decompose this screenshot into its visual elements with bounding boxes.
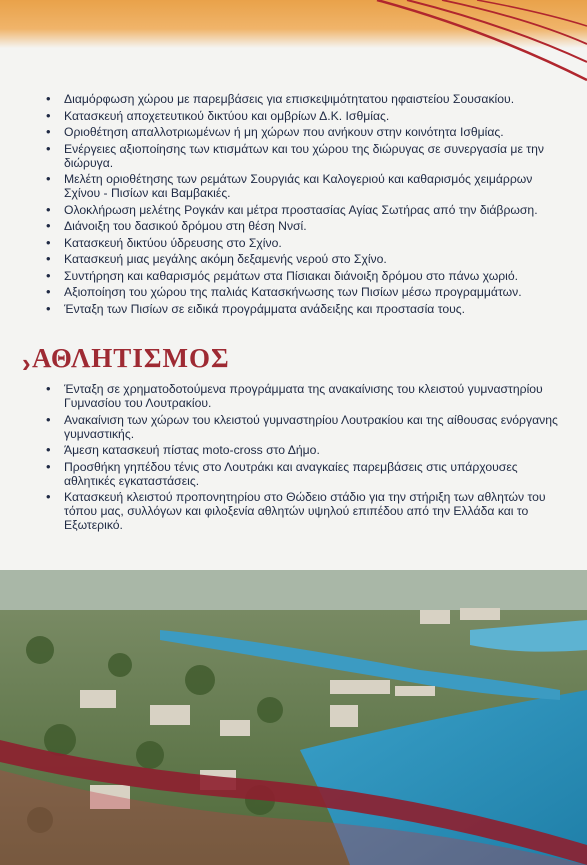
list-item: • Κατασκευή δικτύου ύδρευσης στο Σχίνο. <box>40 236 565 250</box>
list-item: • Ένταξη των Πισίων σε ειδικά προγράμματα ανάδειξης και προστασία τους. <box>40 302 565 316</box>
list-item: • Συντήρηση και καθαρισμός ρεμάτων στα Πίσιακαι διάνοιξη δρόμου στο πάνω χωριό. <box>40 269 565 283</box>
list-item: • Κατασκευή αποχετευτικού δικτύου και ομβρίων Δ.Κ. Ισθμίας. <box>40 109 565 123</box>
list-item: • Κατασκευή κλειστού προπονητηρίου στο Θώδειο στάδιο για την στήριξη των αθλητών του τόπου μας, συλλόγων και φιλοξενία αθλητών υψηλού επιπέδου από την Ελλάδα και το Εξωτερικό. <box>40 490 565 532</box>
decorative-red-arcs <box>367 0 587 90</box>
list-item: • Μελέτη οριοθέτησης των ρεμάτων Σουργιάς και Καλογεριού και καθαρισμός χειμάρρων Σχίνου - Πισίων και Βαμβακιές. <box>40 172 565 200</box>
list-item: • Κατασκευή μιας μεγάλης ακόμη δεξαμενής νερού στο Σχίνο. <box>40 252 565 266</box>
list-item: • Ένταξη σε χρηματοδοτούμενα προγράμματα της ανακαίνισης του κλειστού γυμναστηρίου Γυμνασίου του Λουτρακίου. <box>40 382 565 410</box>
list-item: • Προσθήκη γηπέδου τένις στο Λουτράκι και αναγκαίες παρεμβάσεις στις υπάρχουσες αθλητικές εγκαταστάσεις. <box>40 460 565 488</box>
list-item: • Διαμόρφωση χώρου με παρεμβάσεις για επισκεψιμότητατου ηφαιστείου Σουσακίου. <box>40 92 565 106</box>
list-item: • Άμεση κατασκευή πίστας moto-cross στο Δήμο. <box>40 443 565 457</box>
heading-chevron-icon: › <box>22 348 31 378</box>
sports-list <box>40 382 565 535</box>
coastal-aerial-photo <box>0 570 587 865</box>
list-item: • Αξιοποίηση του χώρου της παλιάς Κατασκήνωσης των Πισίων μέσω προγραμμάτων. <box>40 285 565 299</box>
projects-list <box>40 92 565 318</box>
list-item: • Διάνοιξη του δασικού δρόμου στη θέση Ννσί. <box>40 219 565 233</box>
list-item: • Οριοθέτηση απαλλοτριωμένων ή μη χώρων που ανήκουν στην κοινότητα Ισθμίας. <box>40 125 565 139</box>
list-item: • Ανακαίνιση των χώρων του κλειστού γυμναστηρίου Λουτρακίου και της αίθουσας ενόργανης γυμναστικής. <box>40 413 565 441</box>
section-title: ΑΘΛΗΤΙΣΜΟΣ <box>32 343 230 373</box>
list-item: • Ενέργειες αξιοποίησης των κτισμάτων και του χώρου της διώρυγας σε συνεργασία με την διώρυγα. <box>40 142 565 170</box>
list-item: • Ολοκλήρωση μελέτης Ρογκάν και μέτρα προστασίας Αγίας Σωτήρας από την διάβρωση. <box>40 203 565 217</box>
